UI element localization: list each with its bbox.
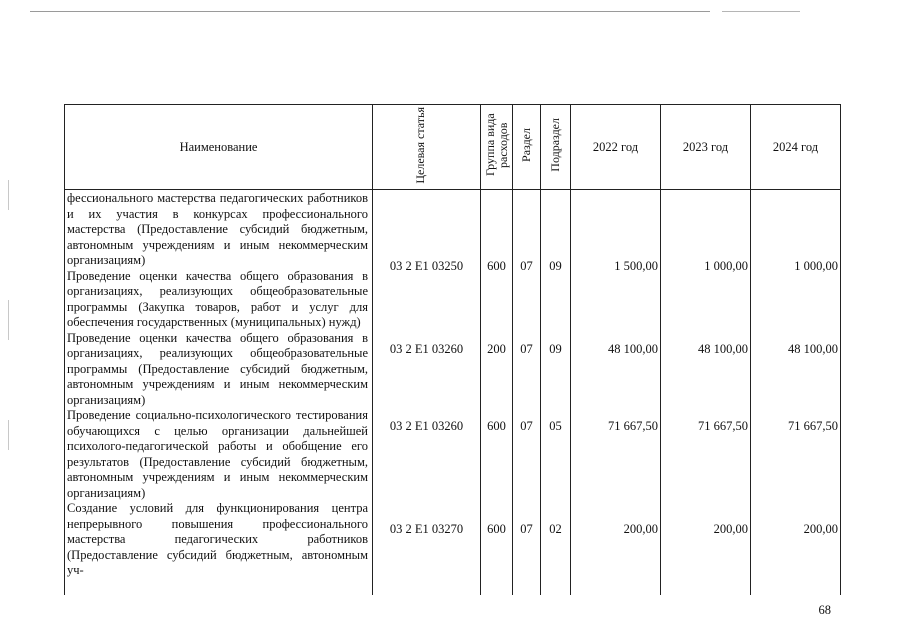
row-amount-2023: 1 000,00 [704, 258, 748, 273]
row-amount-2024: 200,00 [803, 522, 838, 536]
row-code: 03 2 Е1 03260 [389, 419, 464, 433]
scan-edge-mark [8, 300, 9, 340]
code-column [373, 190, 481, 596]
section-column [513, 190, 541, 596]
row-code: 03 2 Е1 03270 [389, 522, 464, 536]
row-amount-2022: 200,00 [623, 522, 658, 536]
row-amount-2022: 48 100,00 [608, 342, 658, 356]
header-2024: 2024 год [751, 105, 841, 190]
row-subsection: 02 [549, 522, 562, 536]
group-column [481, 190, 513, 596]
row-name: фессионального мастерства педагогических работников и их участия в конкурсах профессионального мастерства (Предоставление субсидий бюджетным, автономным учреждениям и иным некоммерческим организациям) [67, 191, 368, 267]
table-row [65, 190, 841, 596]
header-expense-group: Группа вида расходов [481, 105, 513, 190]
row-group: 600 [487, 522, 506, 536]
row-section: 07 [520, 342, 533, 356]
header-target-article: Целевая статья [373, 105, 481, 190]
row-amount-2023: 71 667,50 [698, 419, 748, 433]
row-code: 03 2 Е1 03250 [389, 258, 464, 273]
row-amount-2023: 200,00 [713, 522, 748, 536]
row-amount-2024: 48 100,00 [788, 342, 838, 356]
row-amount-2022: 1 500,00 [614, 258, 658, 273]
row-subsection: 09 [549, 258, 562, 273]
header-2022: 2022 год [571, 105, 661, 190]
row-name: Проведение социально-психологического тестирования обучающихся с целью организации дальнейшей психолого-педагогической работы и обобщение его результатов (Предоставление субсидий бюджетным, автономным учреждениям и иным некоммерческим организациям) [67, 408, 368, 500]
header-2023: 2023 год [661, 105, 751, 190]
row-amount-2023: 48 100,00 [698, 342, 748, 356]
row-group: 600 [487, 258, 506, 273]
row-section: 07 [520, 522, 533, 536]
row-subsection: 09 [549, 342, 562, 356]
page-number: 68 [818, 603, 831, 617]
row-section: 07 [520, 258, 533, 273]
name-column [65, 190, 373, 596]
row-amount-2024: 71 667,50 [788, 419, 838, 433]
amount-2024-column [751, 190, 841, 596]
row-section: 07 [520, 419, 533, 433]
table-header-row [65, 105, 841, 190]
scan-top-line-right [722, 11, 800, 12]
row-code: 03 2 Е1 03260 [389, 342, 464, 356]
row-name: Проведение оценки качества общего образования в организациях, реализующих общеобразовательные программы (Предоставление субсидий бюджетным, автономным учреждениям и иным некоммерческим организациям) [67, 330, 368, 407]
header-section: Раздел [513, 105, 541, 190]
row-subsection: 05 [549, 419, 562, 433]
budget-table [64, 104, 841, 595]
scan-edge-mark [8, 420, 9, 450]
amount-2023-column [661, 190, 751, 596]
header-name: Наименование [65, 105, 373, 190]
row-group: 200 [487, 342, 506, 356]
scan-edge-mark [8, 180, 9, 210]
row-group: 600 [487, 419, 506, 433]
row-name: Создание условий для функционирования центра непрерывного повышения профессионального мастерства педагогических работников (Предоставление субсидий бюджетным, автономным уч- [67, 501, 368, 577]
amount-2022-column [571, 190, 661, 596]
subsection-column [541, 190, 571, 596]
row-name: Проведение оценки качества общего образования в организациях, реализующих общеобразовательные программы (Закупка товаров, работ и услуг для обеспечения государственных (муниципальных) нужд) [67, 268, 368, 329]
row-amount-2022: 71 667,50 [608, 419, 658, 433]
header-subsection: Подраздел [541, 105, 571, 190]
scan-top-line [30, 11, 710, 12]
row-amount-2024: 1 000,00 [794, 258, 838, 273]
